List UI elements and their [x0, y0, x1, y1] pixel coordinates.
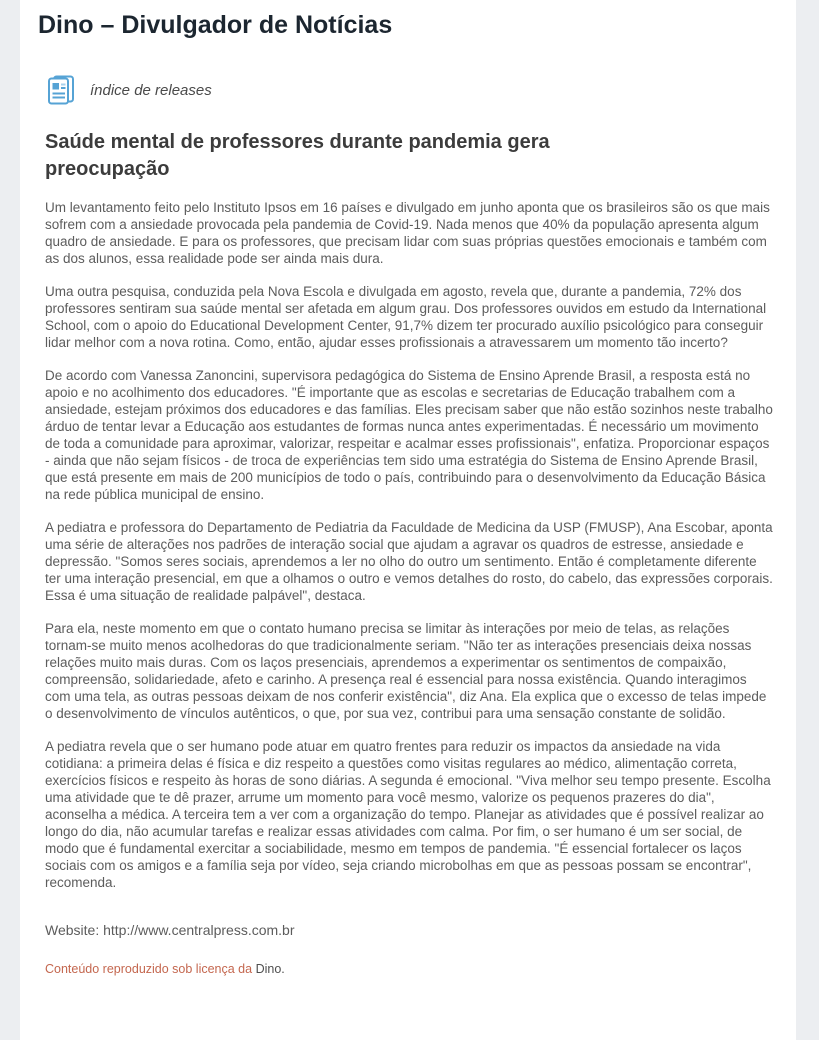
- website-line: Website: http://www.centralpress.com.br: [45, 922, 295, 938]
- article-paragraph-3: De acordo com Vanessa Zanoncini, supervisora pedagógica do Sistema de Ensino Aprende Brasil, a resposta está no apoio e no acolhimento dos educadores. "É importante que as escolas e secretarias de Educação trabalhem com a ansiedade, estejam próximos dos educadores e das famílias. Eles precisam saber que não estão sozinhos neste trabalho árduo de tentar levar a Educação aos estudantes de formas nunca antes experimentadas. É necessário um movimento de toda a comunidade para aproximar, valorizar, respeitar e acalmar esses profissionais", enfatiza. Proporcionar espaços - ainda que não sejam físicos - de troca de experiências tem sido uma estratégia do Sistema de Ensino Aprende Brasil, que está presente em mais de 200 municípios de todo o país, contribuindo para o desenvolvimento da Educação Básica na rede pública municipal de ensino.: [45, 368, 773, 502]
- article-paragraph-6: A pediatra revela que o ser humano pode atuar em quatro frentes para reduzir os impactos da ansiedade na vida cotidiana: a primeira delas é física e diz respeito a questões como visitas regulares ao médico, alimentação correta, exercícios físicos e respeito às horas de sono diárias. A segunda é emocional. "Viva melhor seu tempo presente. Escolha uma atividade que te dê prazer, arrume um momento para você mesmo, valorize os pequenos prazeres do dia", aconselha a médica. A terceira tem a ver com a organização do tempo. Planejar as atividades que é possível realizar ao longo do dia, não acumular tarefas e realizar essas atividades com calma. Por fim, o ser humano é um ser social, de modo que é fundamental exercitar a sociabilidade, mesmo em tempos de pandemia. "É essencial fortalecer os laços sociais com os amigos e a família seja por vídeo, seja criando microbolhas em que as pessoas possam se encontrar", recomenda.: [45, 739, 771, 890]
- license-line: [45, 962, 774, 976]
- site-title: Dino – Divulgador de Notícias: [38, 11, 393, 39]
- index-of-releases-link[interactable]: [45, 74, 212, 106]
- index-of-releases-label: índice de releases: [90, 81, 212, 99]
- article-body: [38, 129, 774, 891]
- article-paragraph-2: Uma outra pesquisa, conduzida pela Nova Escola e divulgada em agosto, revela que, durante a pandemia, 72% dos professores sentiram sua saúde mental ser afetada em algum grau. Dos professores ouvidos em estudo da International School, com o apoio do Educational Development Center, 91,7% dizem ter procurado auxílio psicológico para conseguir lidar melhor com a nova rotina. Como, então, ajudar esses profissionais a atravessarem um momento tão incerto?: [45, 284, 767, 350]
- content-page: [20, 0, 796, 1040]
- article-paragraph-5: Para ela, neste momento em que o contato humano precisa se limitar às interações por meio de telas, as relações tornam-se muito menos acolhedoras do que tradicionalmente seriam. "Não ter as interações presenciais deixa nossas relações muito mais duras. Com os laços presenciais, aprendemos a experimentar os sentimentos de compaixão, compreensão, solidariedade, afeto e carinho. A presença real é essencial para nossa existência. Quando interagimos com uma tela, as outras pessoas deixam de nos conferir existência", diz Ana. Ela explica que o excesso de telas impede o desenvolvimento de vínculos autênticos, o que, por sua vez, contribui para uma sensação constante de solidão.: [45, 621, 767, 721]
- article-paragraph-1: Um levantamento feito pelo Instituto Ipsos em 16 países e divulgado em junho aponta que os brasileiros são os que mais sofrem com a ansiedade provocada pela pandemia de Covid-19. Nada menos que 40% da população apresenta algum quadro de ansiedade. E para os professores, que precisam lidar com suas próprias questões emocionais e também com as dos alunos, essa realidade pode ser ainda mais dura.: [45, 200, 770, 266]
- article-title: Saúde mental de professores durante pandemia gera preocupação: [45, 131, 550, 180]
- releases-stack-icon: [45, 74, 77, 106]
- license-text: Conteúdo reproduzido sob licença da: [45, 962, 256, 976]
- license-brand: Dino.: [255, 962, 285, 976]
- article-paragraph-4: A pediatra e professora do Departamento de Pediatria da Faculdade de Medicina da USP (FMUSP), Ana Escobar, aponta uma série de alterações nos padrões de interação social que ajudam a agravar os quadros de estresse, ansiedade e depressão. "Somos seres sociais, aprendemos a ler no olho do outro um sentimento. Então é completamente diferente ter uma interação presencial, em que a olhamos o outro e vemos detalhes do rosto, do cabelo, das expressões corporais. Essa é uma situação de realidade palpável", destaca.: [45, 520, 773, 603]
